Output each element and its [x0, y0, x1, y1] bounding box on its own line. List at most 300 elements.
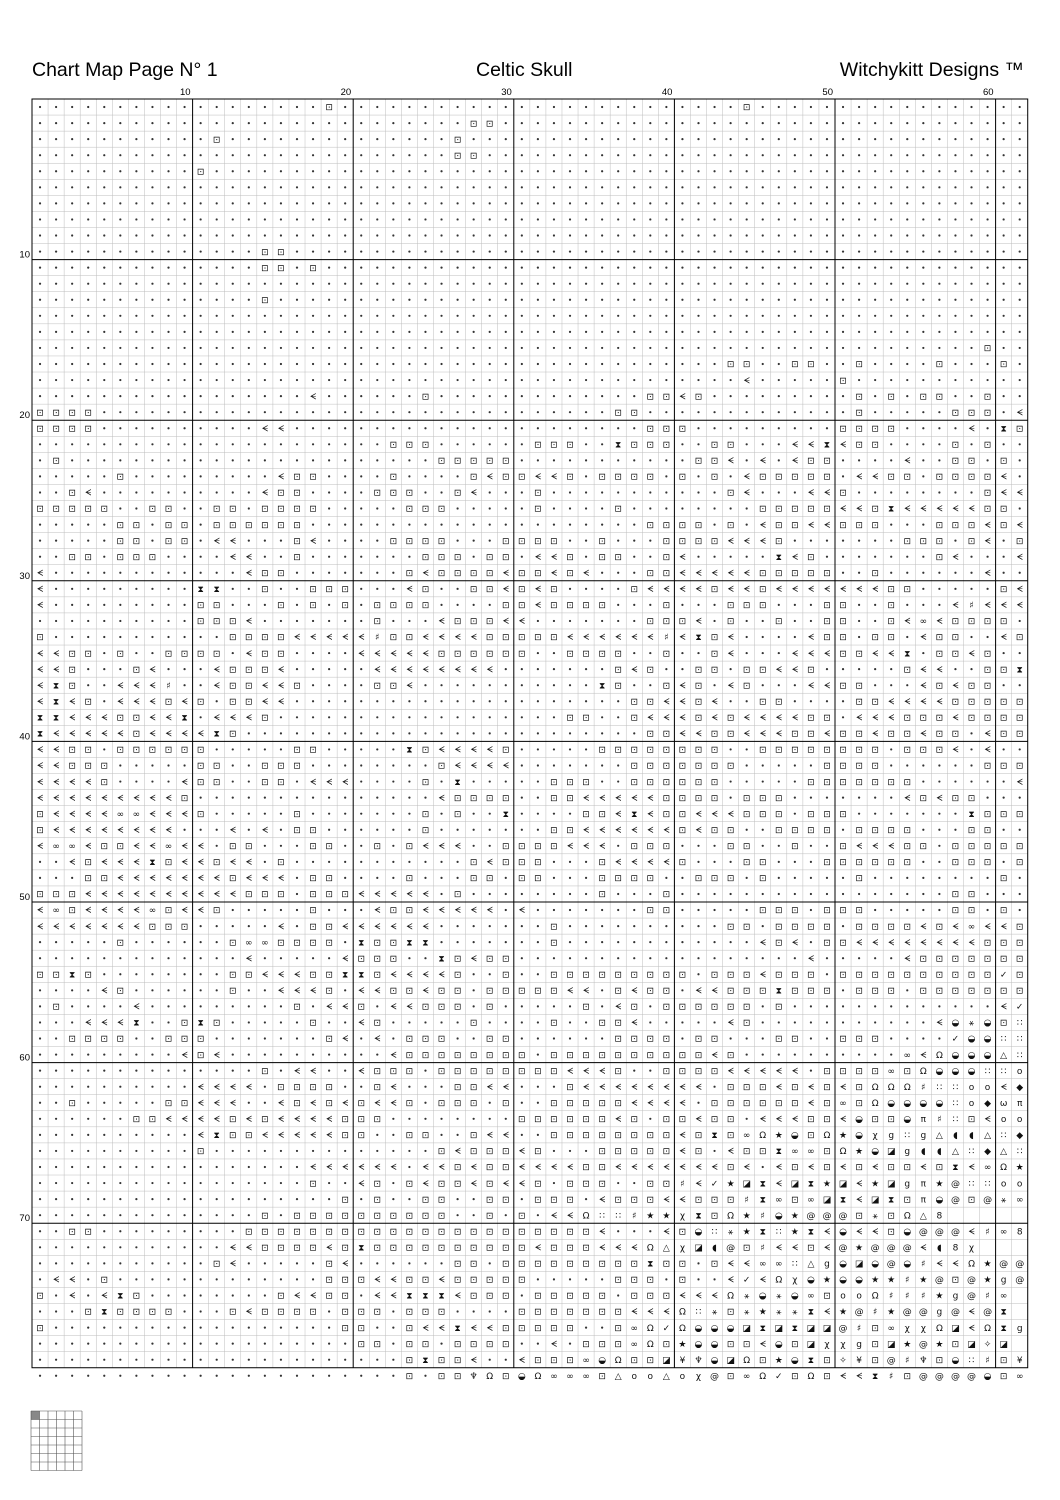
stitch-symbol: ⊡: [983, 344, 992, 355]
stitch-dot: [537, 299, 539, 301]
stitch-dot: [826, 106, 828, 108]
stitch-dot: [762, 925, 764, 927]
stitch-symbol: ◒: [871, 1147, 880, 1158]
stitch-symbol: ᗕ: [357, 633, 365, 644]
stitch-dot: [456, 283, 458, 285]
stitch-dot: [103, 588, 105, 590]
stitch-dot: [135, 1150, 137, 1152]
stitch-symbol: ⊡: [421, 504, 430, 515]
stitch-symbol: ⊡: [196, 649, 205, 660]
stitch-symbol: ★: [903, 1339, 912, 1350]
stitch-symbol: @: [967, 1291, 977, 1302]
stitch-dot: [71, 154, 73, 156]
stitch-dot: [296, 572, 298, 574]
stitch-dot: [569, 459, 571, 461]
stitch-symbol: Ω: [935, 1050, 943, 1061]
stitch-dot: [489, 202, 491, 204]
stitch-symbol: ᗕ: [920, 697, 927, 708]
stitch-dot: [183, 122, 185, 124]
stitch-symbol: ⊡: [485, 568, 494, 579]
stitch-symbol: ⊡: [582, 1339, 590, 1350]
stitch-symbol: ᗕ: [470, 633, 477, 644]
stitch-dot: [473, 395, 475, 397]
stitch-symbol: ⊡: [871, 1323, 879, 1334]
stitch-dot: [360, 106, 362, 108]
stitch-symbol: ᗕ: [422, 633, 429, 644]
stitch-dot: [473, 604, 475, 606]
stitch-symbol: ᗕ: [614, 825, 622, 836]
stitch-dot: [890, 797, 892, 799]
stitch-dot: [794, 1021, 796, 1023]
stitch-dot: [537, 1021, 539, 1023]
stitch-dot: [296, 443, 298, 445]
stitch-dot: [183, 636, 185, 638]
stitch-symbol: ♯: [664, 633, 669, 644]
stitch-dot: [730, 507, 732, 509]
stitch-dot: [986, 459, 988, 461]
stitch-dot: [505, 347, 507, 349]
stitch-symbol: ⊡: [855, 906, 863, 917]
stitch-symbol: ⊡: [132, 729, 141, 740]
stitch-dot: [71, 1310, 73, 1312]
stitch-symbol: ⊡: [341, 1131, 349, 1142]
stitch-dot: [119, 218, 121, 220]
stitch-dot: [280, 813, 282, 815]
stitch-symbol: ᗕ: [598, 633, 606, 644]
stitch-dot: [232, 427, 234, 429]
stitch-dot: [216, 572, 218, 574]
stitch-dot: [617, 523, 619, 525]
stitch-dot: [135, 122, 137, 124]
stitch-symbol: ⊡: [325, 1082, 333, 1093]
stitch-dot: [489, 829, 491, 831]
stitch-dot: [360, 572, 362, 574]
stitch-dot: [264, 957, 266, 959]
stitch-symbol: ⊡: [935, 552, 944, 563]
stitch-symbol: ◆: [1016, 1131, 1024, 1142]
stitch-dot: [440, 315, 442, 317]
stitch-symbol: ∞: [630, 1339, 638, 1350]
stitch-symbol: ᗕ: [647, 809, 654, 820]
stitch-dot: [970, 234, 972, 236]
stitch-dot: [521, 186, 523, 188]
stitch-symbol: ⊡: [196, 761, 205, 772]
stitch-dot: [665, 202, 667, 204]
stitch-dot: [890, 299, 892, 301]
stitch-symbol: ⊡: [453, 488, 462, 499]
stitch-dot: [103, 475, 105, 477]
stitch-symbol: ⊡: [68, 488, 76, 499]
stitch-dot: [232, 1326, 234, 1328]
stitch-dot: [71, 459, 73, 461]
stitch-symbol: ⊡: [678, 1115, 687, 1126]
stitch-symbol: ᗕ: [52, 825, 60, 836]
stitch-symbol: ⊡: [678, 1066, 687, 1077]
stitch-symbol: @: [999, 1259, 1009, 1270]
stitch-dot: [264, 331, 266, 333]
stitch-dot: [440, 475, 442, 477]
stitch-dot: [328, 1150, 330, 1152]
stitch-dot: [151, 1021, 153, 1023]
stitch-dot: [778, 1053, 780, 1055]
stitch-symbol: ⊡: [116, 1307, 125, 1318]
stitch-dot: [344, 186, 346, 188]
stitch-symbol: ⊡: [983, 697, 992, 708]
stitch-dot: [537, 315, 539, 317]
stitch-symbol: ⊡: [389, 440, 398, 451]
stitch-symbol: ⊡: [325, 970, 333, 981]
stitch-dot: [617, 941, 619, 943]
stitch-symbol: ᗕ: [406, 649, 413, 660]
stitch-symbol: ◪: [886, 1179, 896, 1190]
stitch-symbol: ᗕ: [695, 1082, 702, 1093]
stitch-dot: [216, 989, 218, 991]
stitch-dot: [328, 1182, 330, 1184]
stitch-dot: [778, 604, 780, 606]
stitch-symbol: ᗕ: [1016, 585, 1023, 596]
stitch-symbol: ∷: [615, 1211, 622, 1222]
stitch-dot: [119, 459, 121, 461]
stitch-dot: [39, 1214, 41, 1216]
stitch-dot: [456, 250, 458, 252]
stitch-dot: [328, 379, 330, 381]
stitch-symbol: ⊡: [983, 617, 992, 628]
stitch-dot: [473, 684, 475, 686]
stitch-symbol: ⊡: [662, 440, 671, 451]
stitch-dot: [119, 780, 121, 782]
stitch-symbol: ◪: [726, 1355, 735, 1366]
stitch-symbol: ⊡: [742, 360, 751, 371]
stitch-dot: [938, 604, 940, 606]
stitch-symbol: ⊡: [694, 392, 703, 403]
stitch-dot: [248, 1053, 250, 1055]
stitch-dot: [585, 668, 587, 670]
stitch-symbol: ⊡: [534, 1355, 542, 1366]
stitch-dot: [296, 652, 298, 654]
stitch-dot: [649, 347, 651, 349]
stitch-symbol: ᗕ: [341, 777, 349, 788]
stitch-dot: [200, 989, 202, 991]
stitch-dot: [440, 780, 442, 782]
stitch-symbol: ⊡: [52, 456, 60, 467]
stitch-symbol: ⊡: [228, 697, 237, 708]
stitch-dot: [986, 186, 988, 188]
stitch-dot: [392, 845, 394, 847]
stitch-dot: [489, 716, 491, 718]
stitch-dot: [87, 1198, 89, 1200]
stitch-symbol: ⊡: [453, 1227, 462, 1238]
stitch-dot: [794, 411, 796, 413]
stitch-symbol: ◪: [806, 1323, 816, 1334]
stitch-symbol: ◆: [984, 1147, 992, 1158]
stitch-dot: [1003, 347, 1005, 349]
stitch-symbol: ᗕ: [984, 536, 991, 547]
stitch-dot: [71, 363, 73, 365]
stitch-dot: [826, 186, 828, 188]
stitch-dot: [649, 652, 651, 654]
stitch-dot: [360, 668, 362, 670]
stitch-symbol: ᗕ: [502, 1082, 510, 1093]
stitch-dot: [970, 170, 972, 172]
stitch-symbol: ⊡: [261, 295, 269, 306]
stitch-dot: [553, 684, 555, 686]
stitch-dot: [119, 154, 121, 156]
stitch-symbol: ᗕ: [630, 1082, 638, 1093]
stitch-dot: [569, 893, 571, 895]
stitch-symbol: ⊡: [919, 745, 928, 756]
stitch-dot: [200, 1326, 202, 1328]
stitch-dot: [360, 1037, 362, 1039]
stitch-dot: [360, 395, 362, 397]
stitch-dot: [938, 154, 940, 156]
stitch-dot: [890, 540, 892, 542]
stitch-symbol: ᗕ: [245, 568, 253, 579]
stitch-symbol: ⊡: [710, 440, 719, 451]
stitch-dot: [456, 684, 458, 686]
stitch-symbol: ᗕ: [374, 906, 381, 917]
stitch-dot: [392, 1359, 394, 1361]
stitch-dot: [200, 459, 202, 461]
stitch-symbol: ⊡: [501, 793, 510, 804]
stitch-dot: [71, 1246, 73, 1248]
stitch-dot: [392, 1134, 394, 1136]
stitch-dot: [440, 1262, 442, 1264]
stitch-symbol: ⧗: [197, 585, 204, 596]
stitch-symbol: ⊡: [518, 874, 526, 885]
stitch-symbol: ᗕ: [100, 986, 108, 997]
stitch-symbol: ⊡: [823, 1371, 831, 1382]
stitch-symbol: ⊡: [855, 825, 863, 836]
stitch-symbol: ⊡: [855, 408, 863, 419]
stitch-symbol: ◖: [937, 1147, 942, 1158]
stitch-dot: [681, 186, 683, 188]
stitch-dot: [553, 379, 555, 381]
stitch-dot: [601, 267, 603, 269]
stitch-dot: [296, 283, 298, 285]
stitch-dot: [601, 572, 603, 574]
stitch-symbol: ⊡: [405, 1227, 414, 1238]
stitch-dot: [296, 427, 298, 429]
stitch-dot: [344, 138, 346, 140]
stitch-dot: [151, 1166, 153, 1168]
stitch-dot: [296, 1037, 298, 1039]
stitch-symbol: ⊡: [485, 1147, 494, 1158]
stitch-dot: [585, 395, 587, 397]
stitch-dot: [681, 1037, 683, 1039]
stitch-symbol: ★: [662, 1211, 671, 1222]
stitch-symbol: ⊡: [935, 472, 944, 483]
stitch-dot: [681, 250, 683, 252]
stitch-symbol: ⊡: [68, 745, 76, 756]
stitch-symbol: ⊡: [935, 986, 944, 997]
stitch-symbol: ∷: [775, 1227, 782, 1238]
stitch-symbol: ⊡: [614, 874, 622, 885]
stitch-symbol: ⊡: [518, 585, 526, 596]
column-tick-label: 10: [180, 87, 191, 98]
stitch-dot: [167, 202, 169, 204]
stitch-dot: [986, 1005, 988, 1007]
stitch-symbol: ᗕ: [325, 777, 333, 788]
stitch-dot: [248, 989, 250, 991]
stitch-symbol: ᗕ: [470, 761, 477, 772]
stitch-symbol: ᗕ: [454, 761, 461, 772]
stitch-symbol: ⊡: [807, 986, 815, 997]
stitch-dot: [810, 283, 812, 285]
stitch-dot: [826, 202, 828, 204]
stitch-symbol: ᗕ: [374, 649, 381, 660]
stitch-dot: [119, 1359, 121, 1361]
stitch-dot: [794, 684, 796, 686]
stitch-symbol: ⊡: [52, 970, 60, 981]
stitch-symbol: Ω: [871, 1082, 879, 1093]
stitch-dot: [135, 957, 137, 959]
stitch-dot: [730, 1037, 732, 1039]
stitch-symbol: △: [614, 1371, 622, 1382]
stitch-dot: [55, 122, 57, 124]
stitch-symbol: ᗕ: [245, 1307, 253, 1318]
stitch-symbol: ᗕ: [518, 1147, 526, 1158]
stitch-dot: [151, 1070, 153, 1072]
stitch-symbol: ⊡: [791, 1339, 799, 1350]
stitch-symbol: ᗕ: [100, 1018, 108, 1029]
stitch-dot: [103, 604, 105, 606]
stitch-symbol: ∞: [742, 1131, 751, 1142]
stitch-symbol: ⊡: [421, 745, 430, 756]
stitch-symbol: ⧗: [406, 938, 413, 949]
stitch-dot: [842, 1021, 844, 1023]
stitch-dot: [216, 941, 218, 943]
stitch-symbol: ᗕ: [775, 1179, 783, 1190]
stitch-symbol: ∞: [887, 1323, 895, 1334]
stitch-dot: [585, 267, 587, 269]
stitch-symbol: ♯: [937, 1115, 942, 1126]
stitch-symbol: ⊡: [518, 841, 526, 852]
stitch-dot: [344, 861, 346, 863]
stitch-dot: [794, 250, 796, 252]
stitch-symbol: ◒: [951, 1050, 960, 1061]
stitch-symbol: ⊡: [903, 777, 912, 788]
stitch-dot: [103, 556, 105, 558]
stitch-symbol: ᗕ: [855, 841, 863, 852]
stitch-dot: [681, 234, 683, 236]
stitch-dot: [890, 122, 892, 124]
stitch-symbol: ⊡: [999, 954, 1008, 965]
stitch-symbol: ⊡: [967, 825, 976, 836]
stitch-symbol: ⊡: [518, 1211, 526, 1222]
stitch-dot: [922, 363, 924, 365]
stitch-symbol: ⊡: [1015, 970, 1024, 981]
stitch-dot: [376, 347, 378, 349]
stitch-symbol: ᗕ: [245, 858, 253, 869]
stitch-dot: [135, 491, 137, 493]
stitch-dot: [762, 556, 764, 558]
stitch-dot: [505, 363, 507, 365]
stitch-dot: [360, 877, 362, 879]
stitch-symbol: ⊡: [598, 809, 606, 820]
stitch-symbol: ⊡: [726, 761, 735, 772]
stitch-dot: [521, 556, 523, 558]
stitch-symbol: ᗕ: [727, 456, 734, 467]
stitch-symbol: ∞: [983, 1163, 992, 1174]
stitch-symbol: ᗕ: [213, 874, 220, 885]
stitch-dot: [986, 427, 988, 429]
stitch-dot: [505, 427, 507, 429]
stitch-symbol: ⊡: [164, 504, 173, 515]
stitch-dot: [103, 267, 105, 269]
stitch-dot: [248, 234, 250, 236]
stitch-symbol: ᗕ: [197, 1115, 204, 1126]
stitch-dot: [392, 1326, 394, 1328]
stitch-symbol: ⊡: [1015, 922, 1024, 933]
stitch-dot: [232, 267, 234, 269]
stitch-dot: [135, 250, 137, 252]
stitch-dot: [312, 1005, 314, 1007]
stitch-dot: [970, 572, 972, 574]
stitch-dot: [280, 379, 282, 381]
stitch-dot: [746, 877, 748, 879]
stitch-dot: [440, 218, 442, 220]
stitch-dot: [39, 1021, 41, 1023]
stitch-symbol: ᗕ: [357, 1066, 365, 1077]
stitch-dot: [569, 764, 571, 766]
stitch-dot: [826, 299, 828, 301]
stitch-dot: [665, 218, 667, 220]
stitch-dot: [280, 1166, 282, 1168]
stitch-dot: [408, 379, 410, 381]
stitch-dot: [473, 363, 475, 365]
stitch-dot: [119, 299, 121, 301]
stitch-dot: [553, 122, 555, 124]
stitch-symbol: ᗕ: [871, 1227, 879, 1238]
stitch-dot: [505, 138, 507, 140]
stitch-dot: [746, 170, 748, 172]
stitch-dot: [376, 764, 378, 766]
stitch-symbol: ⊡: [373, 841, 382, 852]
stitch-dot: [858, 957, 860, 959]
stitch-dot: [456, 363, 458, 365]
stitch-dot: [922, 861, 924, 863]
stitch-symbol: ⊡: [405, 488, 414, 499]
stitch-dot: [376, 1375, 378, 1377]
stitch-symbol: ⧗: [759, 1179, 766, 1190]
stitch-dot: [681, 877, 683, 879]
stitch-dot: [280, 1326, 282, 1328]
stitch-dot: [392, 813, 394, 815]
stitch-dot: [617, 122, 619, 124]
stitch-dot: [360, 845, 362, 847]
stitch-dot: [408, 1021, 410, 1023]
stitch-dot: [55, 1182, 57, 1184]
stitch-symbol: ᗕ: [759, 713, 767, 724]
stitch-dot: [167, 604, 169, 606]
stitch-symbol: ⊡: [630, 472, 639, 483]
stitch-symbol: ᗕ: [1000, 601, 1007, 612]
stitch-dot: [296, 588, 298, 590]
stitch-dot: [842, 347, 844, 349]
stitch-dot: [922, 909, 924, 911]
stitch-dot: [473, 845, 475, 847]
stitch-dot: [408, 556, 410, 558]
stitch-dot: [553, 459, 555, 461]
stitch-symbol: ⊡: [807, 729, 815, 740]
stitch-dot: [713, 186, 715, 188]
stitch-symbol: ⊡: [887, 585, 895, 596]
stitch-symbol: ⊡: [999, 697, 1008, 708]
stitch-symbol: ᗕ: [261, 488, 269, 499]
stitch-dot: [392, 829, 394, 831]
stitch-dot: [280, 218, 282, 220]
stitch-symbol: ⊡: [967, 408, 976, 419]
